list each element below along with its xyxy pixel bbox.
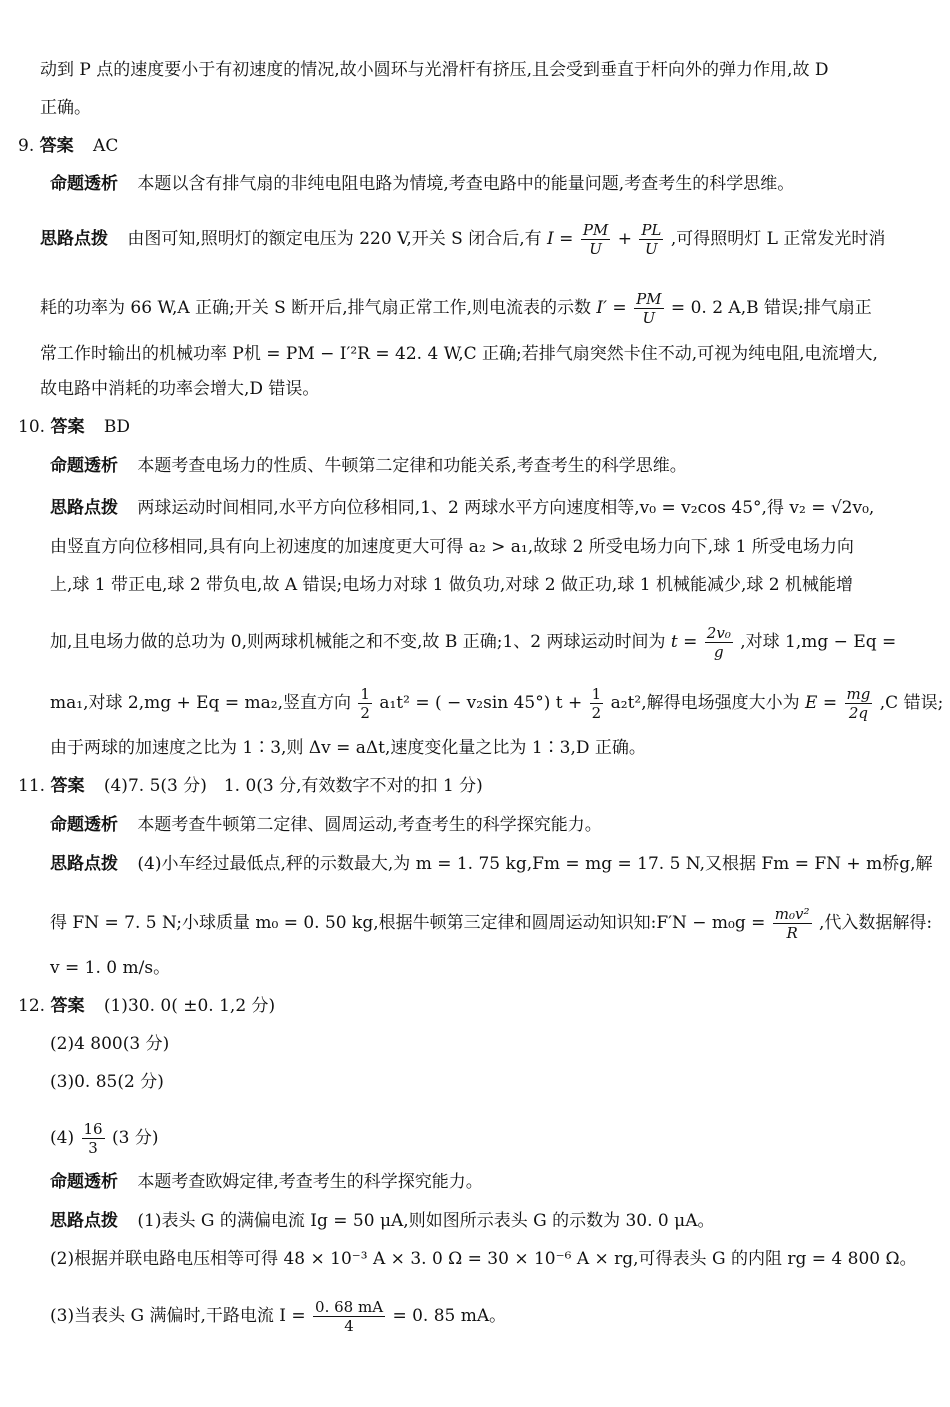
q9-hint-line-4: 故电路中消耗的功率会增大,D 错误。 [40, 379, 320, 399]
text: 由图可知,照明灯的额定电压为 220 V,开关 S 闭合后,有 [127, 229, 542, 249]
q12-intent-line [50, 1170, 483, 1194]
question-number: 9. [18, 136, 35, 156]
fraction: $\frac{PM}{U}$ [636, 290, 662, 327]
text: a₁t² = ( − v₂sin 45°) t + [379, 693, 583, 713]
fraction: $\frac{\text{2v₀}}{g}$ [706, 624, 731, 661]
answer-value: (1)30. 0( ±0. 1,2 分) [103, 996, 276, 1016]
text: ,C 错误; [879, 693, 944, 713]
text-line: 动到 P 点的速度要小于有初速度的情况,故小圆环与光滑杆有挤压,且会受到垂直于杆向外的弹力作用,故 D [40, 60, 829, 80]
intent-text: 本题考查电场力的性质、牛顿第二定律和功能关系,考查考生的科学思维。 [137, 456, 687, 476]
text-line: 正确。 [40, 98, 91, 118]
answer-label: 答案 [39, 136, 74, 156]
q12-answer-2: (2)4 800(3 分) [50, 1034, 170, 1054]
intent-text: 本题考查牛顿第二定律、圆周运动,考查考生的科学探究能力。 [137, 815, 602, 835]
answer-value: BD [103, 417, 130, 437]
fraction: $\frac{16}{3}$ [83, 1120, 103, 1157]
q11-answer-line [18, 774, 483, 798]
question-number: 11. [18, 776, 46, 796]
text: 加,且电场力做的总功为 0,则两球机械能之和不变,故 B 正确;1、2 两球运动时间为 [50, 632, 666, 652]
math: + [617, 229, 632, 249]
fraction: $\frac{PM}{U}$ [582, 221, 609, 258]
fraction: $\frac{1}{2}$ [591, 685, 602, 722]
q10-hint-line-2: 由竖直方向位移相同,具有向上初速度的加速度更大可得 a₂ > a₁,故球 2 所受电场力向下,球 1 所受电场力向 [50, 537, 854, 557]
answer-label: 答案 [50, 996, 85, 1016]
q12-answer-4 [50, 1120, 158, 1157]
text: (4) [50, 1128, 75, 1148]
math: E = [805, 693, 838, 713]
q10-hint-line-6: 由于两球的加速度之比为 1∶3,则 Δv = aΔt,速度变化量之比为 1∶3,D 正确。 [50, 738, 646, 758]
text: (3)当表头 G 满偏时,干路电流 I = [50, 1306, 306, 1326]
fraction: $\frac{1}{2}$ [360, 685, 370, 722]
q12-hint-line-1 [50, 1209, 714, 1233]
q10-hint-line-4 [50, 624, 896, 661]
answer-label: 答案 [50, 776, 85, 796]
intent-text: 本题以含有排气扇的非纯电阻电路为情境,考查电路中的能量问题,考查考生的科学思维。 [137, 174, 795, 194]
hint-label: 思路点拨 [50, 1211, 118, 1231]
intent-text: 本题考查欧姆定律,考查考生的科学探究能力。 [137, 1172, 483, 1192]
q10-intent-line [50, 454, 687, 478]
q11-hint-line-3: v = 1. 0 m/s。 [50, 958, 171, 978]
q11-hint-line-2 [50, 905, 932, 942]
math: I = [547, 229, 574, 249]
question-number: 10. [18, 417, 46, 437]
hint-label: 思路点拨 [50, 854, 118, 874]
q9-hint-line-1 [40, 221, 885, 258]
text: (3 分) [112, 1128, 159, 1148]
math: t = [670, 632, 698, 652]
q10-hint-line-1 [50, 496, 874, 520]
text: a₂t²,解得电场强度大小为 [610, 693, 800, 713]
text: 得 FN = 7. 5 N;小球质量 m₀ = 0. 50 kg,根据牛顿第三定律和圆周运动知识知:F′N − m₀g = [50, 913, 766, 933]
text: ,可得照明灯 L 正常发光时消 [670, 229, 886, 249]
fraction: $\frac{0. 68 mA}{4}$ [315, 1298, 384, 1335]
q11-intent-line [50, 813, 602, 837]
fraction: $\frac{PL}{U}$ [641, 221, 662, 258]
text: ma₁,对球 2,mg + Eq = ma₂,竖直方向 [50, 693, 351, 713]
intent-label: 命题透析 [50, 174, 118, 194]
intent-label: 命题透析 [50, 1172, 118, 1192]
fraction: $\frac{mg}{2q}$ [846, 685, 871, 722]
text: (4)小车经过最低点,秤的示数最大,为 m = 1. 75 kg,Fm = mg = 17. 5 N,又根据 Fm = FN + m桥g,解 [137, 854, 933, 874]
q12-hint-line-3 [50, 1298, 506, 1335]
text: 耗的功率为 66 W,A 正确;开关 S 断开后,排气扇正常工作,则电流表的示数 [40, 298, 592, 318]
q12-answer-line [18, 994, 275, 1018]
intent-label: 命题透析 [50, 815, 118, 835]
answer-label: 答案 [50, 417, 85, 437]
fraction: $\frac{\text{m₀v²}}{R}$ [774, 905, 810, 942]
text: = 0. 85 mA。 [392, 1306, 507, 1326]
q10-hint-line-3: 上,球 1 带正电,球 2 带负电,故 A 错误;电场力对球 1 做负功,对球 2 做正功,球 1 机械能减少,球 2 机械能增 [50, 575, 853, 595]
q10-hint-line-5 [50, 685, 943, 722]
q9-hint-line-3: 常工作时输出的机械功率 P机 = PM − I′²R = 42. 4 W,C 正确;若排气扇突然卡住不动,可视为纯电阻,电流增大, [40, 344, 878, 364]
q9-intent-line [50, 172, 794, 196]
text: ,对球 1,mg − Eq = [740, 632, 897, 652]
q10-answer-line [18, 415, 130, 439]
hint-label: 思路点拨 [50, 498, 118, 518]
text: (1)表头 G 的满偏电流 Ig = 50 μA,则如图所示表头 G 的示数为 30. 0 μA。 [137, 1211, 715, 1231]
q11-hint-line-1 [50, 852, 933, 876]
q9-answer-line [18, 134, 118, 158]
text: 两球运动时间相同,水平方向位移相同,1、2 两球水平方向速度相等,v₀ = v₂cos 45°,得 v₂ = √2v₀, [137, 498, 875, 518]
q12-hint-line-2: (2)根据并联电路电压相等可得 48 × 10⁻³ A × 3. 0 Ω = 30 × 10⁻⁶ A × rg,可得表头 G 的内阻 rg = 4 800 Ω。 [50, 1249, 917, 1269]
text: = 0. 2 A,B 错误;排气扇正 [670, 298, 872, 318]
math: I′ = [596, 298, 627, 318]
q9-hint-line-2 [40, 290, 872, 327]
hint-label: 思路点拨 [40, 229, 108, 249]
question-number: 12. [18, 996, 46, 1016]
answer-value: AC [93, 136, 119, 156]
q12-answer-3: (3)0. 85(2 分) [50, 1072, 164, 1092]
intent-label: 命题透析 [50, 456, 118, 476]
text: ,代入数据解得: [818, 913, 933, 933]
answer-value: (4)7. 5(3 分) 1. 0(3 分,有效数字不对的扣 1 分) [103, 776, 483, 796]
